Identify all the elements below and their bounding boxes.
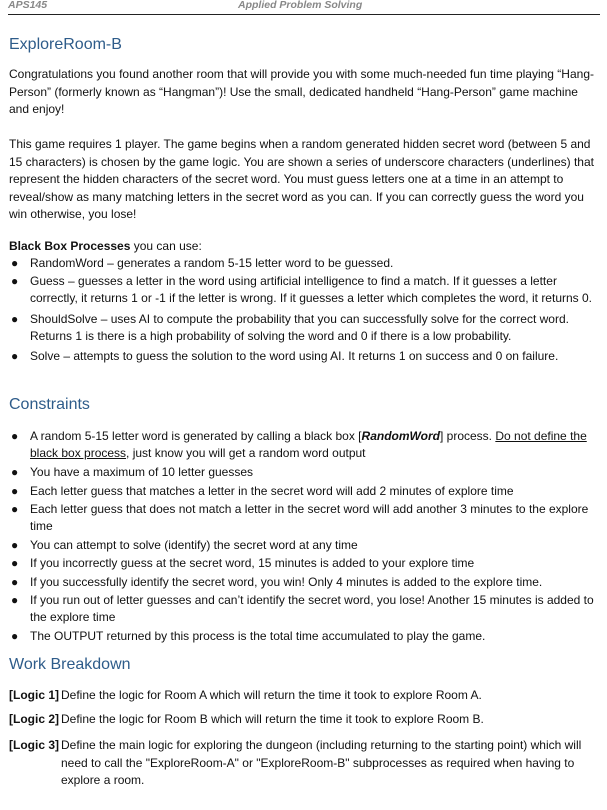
bullet-icon: ● — [11, 256, 19, 270]
list-item-text: Solve – attempts to guess the solution to the word using AI. It returns 1 on success and 0 on failure. — [30, 349, 559, 364]
logic-item — [9, 711, 599, 729]
logic-tag: [Logic 2] — [9, 712, 59, 726]
list-item-text: You have a maximum of 10 letter guesses — [30, 465, 254, 480]
list-item-text: Each letter guess that does not match a letter in the secret word will add another 3 minutes to the explore time — [30, 501, 589, 534]
list-item-text: The OUTPUT returned by this process is the total time accumulated to play the game. — [30, 629, 486, 644]
bullet-icon: ● — [11, 311, 19, 326]
description-paragraph: This game requires 1 player. The game begins when a random generated hidden secret word (between 5 and 15 characters) is chosen by the game logic. You are shown a series of underscore characters (underlines) that represent the hidden characters of the secret word. You must guess letters one at a time in an attempt to reveal/show as many matching letters in the secret word as you can. If you can correctly guess the word you win otherwise, you lose! — [9, 137, 594, 221]
list-item — [9, 311, 599, 345]
constraint-first-mid: ] process. — [439, 429, 496, 443]
logic-item — [9, 687, 599, 705]
course-code: APS145 — [8, 0, 48, 11]
list-item-text: If you run out of letter guesses and can’t identify the secret word, you lose! Another 15 minutes is added to the explore time — [30, 592, 594, 625]
logic-tag: [Logic 3] — [9, 738, 59, 752]
list-item — [9, 483, 599, 500]
list-item-text: ShouldSolve – uses AI to compute the probability that you can successfully solve for the correct word. Returns 1 is there is a high probability of solving the word and 0 if there is a low probability. — [30, 311, 569, 343]
bullet-icon: ● — [11, 556, 19, 571]
logic-item — [9, 737, 599, 790]
bullet-icon: ● — [11, 592, 19, 607]
list-item-text: If you incorrectly guess at the secret word, 15 minutes is added to your explore time — [30, 556, 475, 571]
bullet-icon: ● — [11, 429, 19, 443]
bullet-icon: ● — [11, 465, 19, 480]
header-subtitle: Applied Problem Solving — [238, 0, 363, 11]
constraint-first-pre: A random 5-15 letter word is generated by calling a black box [ — [30, 429, 362, 443]
logic-text: Define the main logic for exploring the dungeon (including returning to the starting point) which will need to call the "ExploreRoom-A" or "ExploreRoom-B" subprocesses as required when having to explore a room. — [61, 738, 582, 787]
logic-tag: [Logic 1] — [9, 688, 59, 702]
list-item — [9, 537, 599, 554]
list-item-text: You can attempt to solve (identify) the secret word at any time — [30, 538, 358, 553]
list-item — [9, 501, 599, 535]
list-item — [9, 628, 599, 645]
logic-text: Define the logic for Room B which will return the time it took to explore Room B. — [61, 712, 484, 726]
constraints-heading: Constraints — [9, 396, 90, 413]
logic-text: Define the logic for Room A which will return the time it took to explore Room A. — [61, 688, 482, 702]
bullet-icon: ● — [11, 538, 19, 553]
list-item — [9, 592, 599, 626]
list-item-text: Guess – guesses a letter in the word using artificial intelligence to find a match. If it guesses a letter correctly, it returns 1 or -1 if the letter is wrong. If it guesses a letter which completes the word, it returns 0. — [30, 274, 593, 306]
bullet-icon: ● — [11, 574, 19, 589]
page-title: ExploreRoom-B — [9, 36, 122, 53]
constraint-first-post: , just know you will get a random word output — [126, 446, 366, 461]
intro-paragraph: Congratulations you found another room that will provide you with some much-needed fun time playing “Hang-Person” (formerly known as “Hangman”)! Use the small, dedicated handheld “Hang-Person” game machine and enjoy! — [9, 67, 594, 116]
list-item — [9, 255, 599, 272]
bullet-icon: ● — [11, 274, 19, 289]
list-item-text: RandomWord – generates a random 5-15 letter word to be guessed. — [30, 256, 394, 270]
bullet-icon: ● — [11, 349, 19, 364]
black-box-title-rest: you can use: — [130, 239, 202, 253]
list-item-text: Each letter guess that matches a letter in the secret word will add 2 minutes of explore time — [30, 483, 514, 498]
list-item-text: If you successfully identify the secret word, you win! Only 4 minutes is added to the explore time. — [30, 574, 543, 589]
bullet-icon: ● — [11, 501, 19, 516]
bullet-icon: ● — [11, 483, 19, 498]
constraints-list — [9, 428, 599, 646]
list-item — [9, 555, 599, 572]
list-item — [9, 574, 599, 591]
list-item — [9, 428, 599, 462]
black-box-title — [9, 238, 202, 255]
list-item — [9, 348, 599, 365]
constraint-first-bold: RandomWord — [361, 429, 440, 443]
black-box-list — [9, 255, 599, 366]
work-breakdown-heading: Work Breakdown — [9, 656, 131, 673]
page-header — [8, 0, 600, 15]
list-item — [9, 273, 599, 307]
constraint-first-underlined: Do not define the black box process — [30, 429, 587, 461]
bullet-icon: ● — [11, 629, 19, 644]
black-box-title-bold: Black Box Processes — [9, 239, 131, 253]
list-item — [9, 464, 599, 481]
